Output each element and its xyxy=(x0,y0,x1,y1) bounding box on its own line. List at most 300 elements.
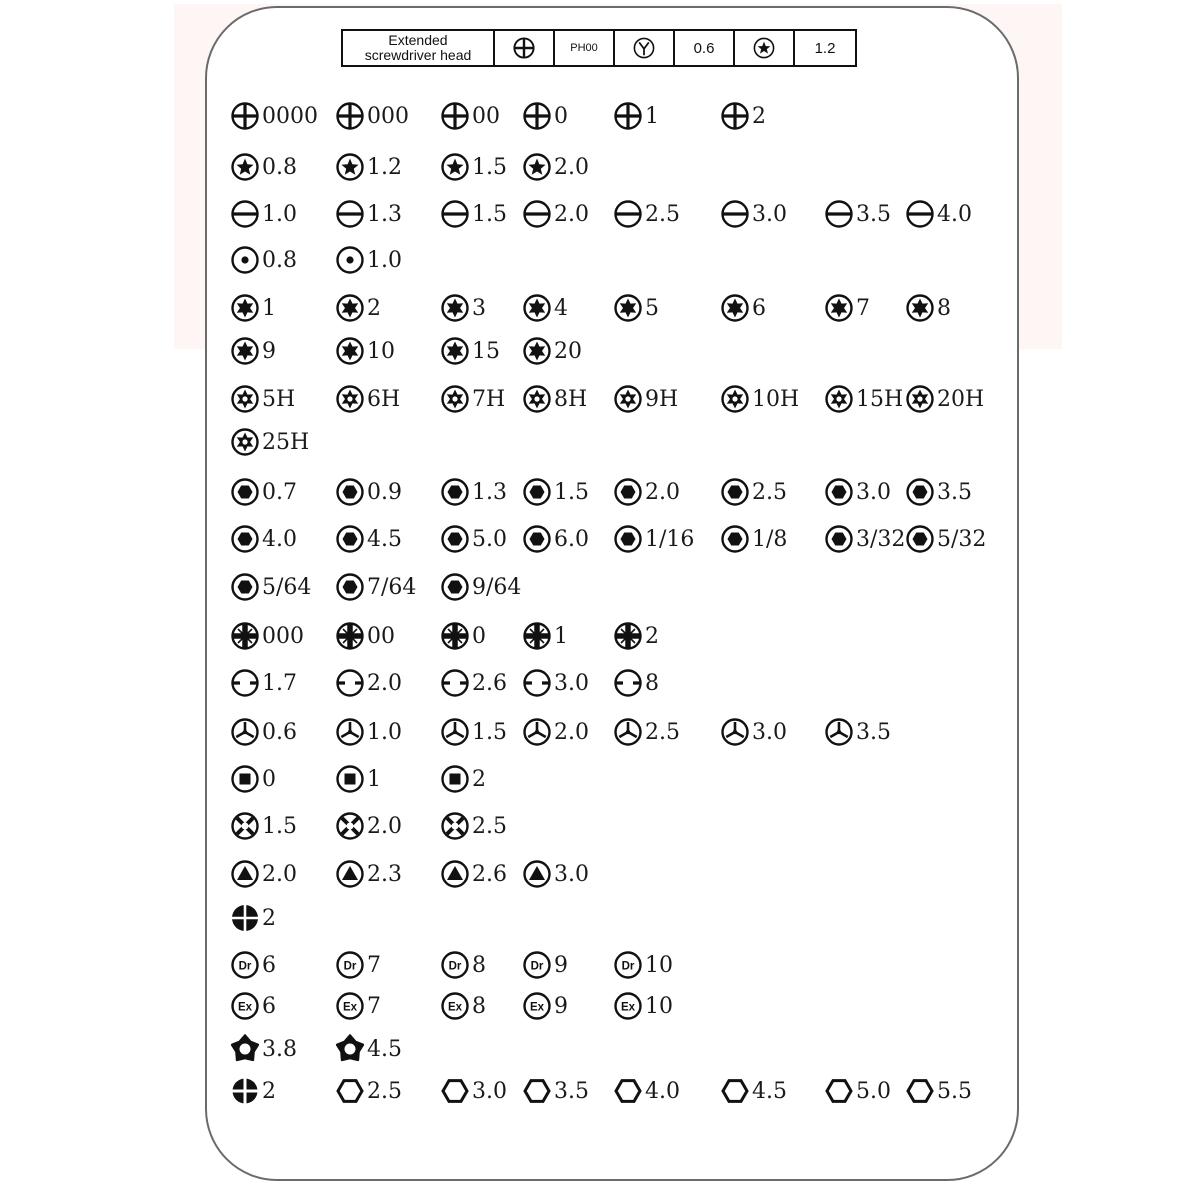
bit-torx-6 xyxy=(720,291,766,325)
header-title-line2: screwdriver head xyxy=(364,47,472,63)
bit-hex-3-5 xyxy=(905,475,972,509)
bit-size-label: 5 xyxy=(645,295,659,321)
bit-size-label: 3.0 xyxy=(554,670,589,696)
bit-size-label: 20H xyxy=(937,386,985,412)
bit-square-0 xyxy=(230,762,276,796)
header-0-6-label: 0.6 xyxy=(693,39,715,57)
bit-phillips-0000 xyxy=(230,99,318,133)
bit-torx-15 xyxy=(440,334,500,368)
bit-size-label: 5/64 xyxy=(262,574,312,600)
hex-icon xyxy=(335,477,365,507)
header-title-line1: Extended xyxy=(388,32,448,48)
header-cell-phillips xyxy=(495,31,555,65)
bit-size-label: 9H xyxy=(645,386,679,412)
bit-ex-7 xyxy=(335,989,381,1023)
triangle-icon xyxy=(335,859,365,889)
bit-size-label: 1 xyxy=(645,103,659,129)
bit-size-label: 0.8 xyxy=(262,154,297,180)
bit-size-label: 4.0 xyxy=(937,201,972,227)
star-icon xyxy=(752,36,776,60)
bit-size-label: 10 xyxy=(367,338,395,364)
bit-torx-1 xyxy=(230,291,276,325)
bit-size-label: 7H xyxy=(472,386,506,412)
bit-ex-10 xyxy=(613,989,673,1023)
bit-size-label: 1 xyxy=(367,766,381,792)
hex-outline-icon xyxy=(613,1076,643,1106)
torx-icon xyxy=(440,293,470,323)
bit-size-label: 15H xyxy=(856,386,904,412)
torx-icon xyxy=(905,293,935,323)
bit-size-label: 2.0 xyxy=(554,154,589,180)
bit-slotted-2-5 xyxy=(613,197,680,231)
bit-size-label: 3.5 xyxy=(937,479,972,505)
bit-size-label: 0.7 xyxy=(262,479,297,505)
torx-icon xyxy=(335,336,365,366)
bit-hex-outline-5-0 xyxy=(824,1074,891,1108)
bit-hex-4-5 xyxy=(335,522,402,556)
bit-spanner-2-6 xyxy=(440,666,507,700)
spanner-icon xyxy=(613,668,643,698)
hex-icon xyxy=(440,572,470,602)
svg-text:Ex: Ex xyxy=(529,1001,545,1014)
bit-hex-3-32 xyxy=(824,522,905,556)
bit-tri-wing-3-0 xyxy=(720,715,787,749)
star-icon xyxy=(440,152,470,182)
hex-outline-icon xyxy=(335,1076,365,1106)
bit-pozidriv-2 xyxy=(613,619,659,653)
bit-slotted-4-0 xyxy=(905,197,972,231)
slotted-icon xyxy=(720,199,750,229)
svg-text:Ex: Ex xyxy=(620,1001,636,1014)
bit-size-label: 3.0 xyxy=(752,719,787,745)
svg-text:Ex: Ex xyxy=(447,1001,463,1014)
bit-pozidriv-1 xyxy=(522,619,568,653)
bit-size-label: 1.5 xyxy=(472,201,507,227)
dr-icon xyxy=(230,950,260,980)
bit-dr-9 xyxy=(522,948,568,982)
bit-size-label: 6 xyxy=(262,952,276,978)
bit-size-label: 2 xyxy=(262,1078,276,1104)
cross-x-icon xyxy=(440,811,470,841)
star-icon xyxy=(335,152,365,182)
bit-size-label: 5.0 xyxy=(856,1078,891,1104)
bit-size-label: 2 xyxy=(752,103,766,129)
square-icon xyxy=(335,764,365,794)
bit-ex-6 xyxy=(230,989,276,1023)
spanner-icon xyxy=(440,668,470,698)
bit-size-label: 2.0 xyxy=(367,670,402,696)
bit-size-label: 5/32 xyxy=(937,526,987,552)
bit-spanner-8 xyxy=(613,666,659,700)
pentalobe-icon xyxy=(230,1034,260,1064)
bit-slotted-3-0 xyxy=(720,197,787,231)
bit-dot-1-0 xyxy=(335,243,402,277)
slotted-icon xyxy=(905,199,935,229)
bit-size-label: 8 xyxy=(937,295,951,321)
tri-wing-icon xyxy=(230,717,260,747)
bit-size-label: 1.0 xyxy=(367,247,402,273)
bit-torx-h-7H xyxy=(440,382,505,416)
torx-icon xyxy=(230,336,260,366)
torx-security-icon xyxy=(230,384,260,414)
slotted-icon xyxy=(824,199,854,229)
triangle-icon xyxy=(440,859,470,889)
bit-hex-0-9 xyxy=(335,475,402,509)
bit-phillips-00 xyxy=(440,99,500,133)
bit-size-label: 0000 xyxy=(262,103,318,129)
slotted-icon xyxy=(230,199,260,229)
bit-tri-wing-0-6 xyxy=(230,715,297,749)
ex-icon xyxy=(613,991,643,1021)
phillips-icon xyxy=(720,101,750,131)
bit-size-label: 3.5 xyxy=(856,719,891,745)
torx-security-icon xyxy=(335,384,365,414)
ex-icon xyxy=(440,991,470,1021)
bit-size-label: 3.5 xyxy=(856,201,891,227)
torx-security-icon xyxy=(720,384,750,414)
bit-size-label: 2.5 xyxy=(645,719,680,745)
ex-icon xyxy=(230,991,260,1021)
svg-text:Ex: Ex xyxy=(237,1001,253,1014)
bit-spanner-3-0 xyxy=(522,666,589,700)
bit-size-label: 5.5 xyxy=(937,1078,972,1104)
bit-size-label: 2.5 xyxy=(752,479,787,505)
bit-size-label: 3 xyxy=(472,295,486,321)
bit-torx-10 xyxy=(335,334,395,368)
bit-hex-5-64 xyxy=(230,570,311,604)
hex-icon xyxy=(720,524,750,554)
bit-hex-1-5 xyxy=(522,475,589,509)
bit-size-label: 6 xyxy=(262,993,276,1019)
bit-size-label: 7 xyxy=(367,952,381,978)
bit-size-label: 0.6 xyxy=(262,719,297,745)
pozidriv-icon xyxy=(230,621,260,651)
bit-square-2 xyxy=(440,762,486,796)
header-ph00-label: PH00 xyxy=(570,42,598,54)
bit-torx-8 xyxy=(905,291,951,325)
bit-size-label: 2.0 xyxy=(645,479,680,505)
hex-icon xyxy=(230,572,260,602)
bit-size-label: 3.0 xyxy=(752,201,787,227)
bit-tri-wing-1-5 xyxy=(440,715,507,749)
bit-size-label: 2.0 xyxy=(554,201,589,227)
spanner-icon xyxy=(335,668,365,698)
bit-pozidriv-000 xyxy=(230,619,304,653)
triangle-icon xyxy=(522,859,552,889)
slotted-icon xyxy=(335,199,365,229)
bit-size-label: 1 xyxy=(554,623,568,649)
bit-torx-20 xyxy=(522,334,582,368)
bit-dr-10 xyxy=(613,948,673,982)
hex-icon xyxy=(824,477,854,507)
bit-torx-7 xyxy=(824,291,870,325)
tri-wing-icon xyxy=(824,717,854,747)
dot-icon xyxy=(230,245,260,275)
bit-size-label: 00 xyxy=(472,103,500,129)
bit-pozidriv-00 xyxy=(335,619,395,653)
hex-icon xyxy=(230,524,260,554)
bit-size-label: 6.0 xyxy=(554,526,589,552)
bit-size-label: 1/8 xyxy=(752,526,788,552)
bit-star-1-5 xyxy=(440,150,507,184)
bit-hex-5-32 xyxy=(905,522,986,556)
bit-hex-outline-5-5 xyxy=(905,1074,972,1108)
bit-hex-7-64 xyxy=(335,570,416,604)
header-cell-y xyxy=(615,31,675,65)
bit-cross-x-1-5 xyxy=(230,809,297,843)
hex-outline-icon xyxy=(824,1076,854,1106)
torx-icon xyxy=(440,336,470,366)
bit-torx-h-6H xyxy=(335,382,400,416)
dr-icon xyxy=(440,950,470,980)
hex-outline-icon xyxy=(720,1076,750,1106)
tri-wing-icon xyxy=(522,717,552,747)
bit-size-label: 0 xyxy=(472,623,486,649)
bit-size-label: 00 xyxy=(367,623,395,649)
bit-size-label: 8 xyxy=(472,952,486,978)
bit-cross-solid-2 xyxy=(230,901,276,935)
bit-size-label: 0.9 xyxy=(367,479,402,505)
bit-hex-2-5 xyxy=(720,475,787,509)
bit-torx-4 xyxy=(522,291,568,325)
phillips-icon xyxy=(440,101,470,131)
bit-size-label: 1.7 xyxy=(262,670,297,696)
header-cell-1-2 xyxy=(795,31,855,65)
bit-size-label: 2.6 xyxy=(472,670,507,696)
bit-size-label: 7 xyxy=(856,295,870,321)
bit-size-label: 2.5 xyxy=(472,813,507,839)
bit-phillips-2 xyxy=(720,99,766,133)
bit-slotted-1-0 xyxy=(230,197,297,231)
bit-hex-2-0 xyxy=(613,475,680,509)
bit-size-label: 000 xyxy=(262,623,304,649)
tri-wing-icon xyxy=(335,717,365,747)
bit-star-2-0 xyxy=(522,150,589,184)
bit-size-label: 2.5 xyxy=(645,201,680,227)
bit-size-label: 1.0 xyxy=(367,719,402,745)
bit-hex-1-3 xyxy=(440,475,507,509)
hex-icon xyxy=(905,524,935,554)
bit-slotted-1-5 xyxy=(440,197,507,231)
cross-solid-icon xyxy=(230,1076,260,1106)
bit-triangle-2-0 xyxy=(230,857,297,891)
bit-size-label: 2 xyxy=(367,295,381,321)
bit-size-label: 000 xyxy=(367,103,409,129)
bit-hex-3-0 xyxy=(824,475,891,509)
torx-security-icon xyxy=(905,384,935,414)
hex-icon xyxy=(720,477,750,507)
bit-dr-7 xyxy=(335,948,381,982)
bit-size-label: 10H xyxy=(752,386,800,412)
hex-icon xyxy=(613,477,643,507)
torx-icon xyxy=(230,293,260,323)
bit-size-label: 1.3 xyxy=(472,479,507,505)
bit-phillips-0 xyxy=(522,99,568,133)
square-icon xyxy=(230,764,260,794)
bit-size-label: 4.5 xyxy=(367,1036,402,1062)
bit-size-label: 0.8 xyxy=(262,247,297,273)
hex-outline-icon xyxy=(522,1076,552,1106)
bit-torx-h-5H xyxy=(230,382,295,416)
bit-tri-wing-2-0 xyxy=(522,715,589,749)
torx-security-icon xyxy=(613,384,643,414)
cross-solid-icon xyxy=(230,903,260,933)
phillips-icon xyxy=(230,101,260,131)
bit-size-label: 9/64 xyxy=(472,574,522,600)
header-1-2-label: 1.2 xyxy=(814,39,836,57)
svg-text:Dr: Dr xyxy=(530,960,544,973)
hex-icon xyxy=(230,477,260,507)
header-cell-star xyxy=(735,31,795,65)
pozidriv-icon xyxy=(613,621,643,651)
hex-icon xyxy=(440,524,470,554)
bit-hex-outline-2-5 xyxy=(335,1074,402,1108)
star-icon xyxy=(522,152,552,182)
square-icon xyxy=(440,764,470,794)
bit-size-label: 5.0 xyxy=(472,526,507,552)
torx-security-icon xyxy=(440,384,470,414)
bit-tri-wing-2-5 xyxy=(613,715,680,749)
bit-tri-wing-3-5 xyxy=(824,715,891,749)
slotted-icon xyxy=(522,199,552,229)
bit-size-label: 3.0 xyxy=(554,861,589,887)
phillips-icon xyxy=(335,101,365,131)
bit-size-label: 9 xyxy=(262,338,276,364)
bit-hex-1-8 xyxy=(720,522,787,556)
torx-icon xyxy=(522,336,552,366)
bit-size-label: 20 xyxy=(554,338,582,364)
bit-ex-9 xyxy=(522,989,568,1023)
bit-size-label: 2.3 xyxy=(367,861,402,887)
phillips-icon xyxy=(613,101,643,131)
bit-size-label: 1.3 xyxy=(367,201,402,227)
bit-cross-x-2-5 xyxy=(440,809,507,843)
bit-slotted-3-5 xyxy=(824,197,891,231)
torx-icon xyxy=(720,293,750,323)
bit-torx-h-10H xyxy=(720,382,799,416)
slotted-icon xyxy=(440,199,470,229)
bit-size-label: 2.0 xyxy=(262,861,297,887)
bit-star-0-8 xyxy=(230,150,297,184)
torx-security-icon xyxy=(230,427,260,457)
bit-hex-outline-3-5 xyxy=(522,1074,589,1108)
svg-text:Ex: Ex xyxy=(342,1001,358,1014)
spanner-icon xyxy=(230,668,260,698)
bit-size-label: 1.5 xyxy=(472,154,507,180)
torx-security-icon xyxy=(824,384,854,414)
spanner-icon xyxy=(522,668,552,698)
bit-star-1-2 xyxy=(335,150,402,184)
svg-text:Dr: Dr xyxy=(448,960,462,973)
bit-ex-8 xyxy=(440,989,486,1023)
bit-cross-solid-small-2 xyxy=(230,1074,276,1108)
pentalobe-icon xyxy=(335,1034,365,1064)
hex-outline-icon xyxy=(905,1076,935,1106)
torx-security-icon xyxy=(522,384,552,414)
torx-icon xyxy=(335,293,365,323)
bit-size-label: 7 xyxy=(367,993,381,1019)
bit-size-label: 3.0 xyxy=(856,479,891,505)
slotted-icon xyxy=(613,199,643,229)
bit-pentalobe-4-5 xyxy=(335,1032,402,1066)
bit-triangle-3-0 xyxy=(522,857,589,891)
hex-icon xyxy=(522,524,552,554)
bit-hex-9-64 xyxy=(440,570,521,604)
header-cell-ph00 xyxy=(555,31,615,65)
bit-size-label: 2 xyxy=(262,905,276,931)
y-tri-wing-icon xyxy=(632,36,656,60)
bit-size-label: 10 xyxy=(645,952,673,978)
bit-torx-5 xyxy=(613,291,659,325)
bit-chart-card xyxy=(205,6,1019,1181)
bit-spanner-2-0 xyxy=(335,666,402,700)
bit-size-label: 3.0 xyxy=(472,1078,507,1104)
bit-size-label: 4.0 xyxy=(645,1078,680,1104)
tri-wing-icon xyxy=(720,717,750,747)
bit-size-label: 3.8 xyxy=(262,1036,297,1062)
torx-icon xyxy=(824,293,854,323)
bit-size-label: 3.5 xyxy=(554,1078,589,1104)
bit-hex-outline-3-0 xyxy=(440,1074,507,1108)
bit-slotted-1-3 xyxy=(335,197,402,231)
pozidriv-icon xyxy=(522,621,552,651)
bit-triangle-2-6 xyxy=(440,857,507,891)
bit-dr-8 xyxy=(440,948,486,982)
bit-size-label: 15 xyxy=(472,338,500,364)
ex-icon xyxy=(335,991,365,1021)
bit-hex-outline-4-5 xyxy=(720,1074,787,1108)
bit-torx-9 xyxy=(230,334,276,368)
phillips-icon xyxy=(522,101,552,131)
torx-icon xyxy=(522,293,552,323)
bit-square-1 xyxy=(335,762,381,796)
hex-icon xyxy=(824,524,854,554)
bit-size-label: 9 xyxy=(554,952,568,978)
bit-torx-h-9H xyxy=(613,382,678,416)
bit-size-label: 2.6 xyxy=(472,861,507,887)
svg-text:Dr: Dr xyxy=(621,960,635,973)
hex-icon xyxy=(335,524,365,554)
bit-dr-6 xyxy=(230,948,276,982)
bit-size-label: 1.5 xyxy=(262,813,297,839)
dr-icon xyxy=(613,950,643,980)
bit-size-label: 6H xyxy=(367,386,401,412)
bit-dot-0-8 xyxy=(230,243,297,277)
hex-icon xyxy=(905,477,935,507)
pozidriv-icon xyxy=(440,621,470,651)
bit-size-label: 4 xyxy=(554,295,568,321)
bit-size-label: 0 xyxy=(554,103,568,129)
bit-torx-3 xyxy=(440,291,486,325)
bit-size-label: 7/64 xyxy=(367,574,417,600)
bit-pozidriv-0 xyxy=(440,619,486,653)
dr-icon xyxy=(522,950,552,980)
bit-torx-h-15H xyxy=(824,382,903,416)
star-icon xyxy=(230,152,260,182)
bit-size-label: 5H xyxy=(262,386,296,412)
bit-size-label: 1 xyxy=(262,295,276,321)
bit-size-label: 25H xyxy=(262,429,310,455)
bit-hex-outline-4-0 xyxy=(613,1074,680,1108)
hex-outline-icon xyxy=(440,1076,470,1106)
svg-text:Dr: Dr xyxy=(343,960,357,973)
bit-size-label: 4.0 xyxy=(262,526,297,552)
hex-icon xyxy=(613,524,643,554)
bit-cross-x-2-0 xyxy=(335,809,402,843)
bit-hex-4-0 xyxy=(230,522,297,556)
tri-wing-icon xyxy=(440,717,470,747)
bit-size-label: 8 xyxy=(645,670,659,696)
